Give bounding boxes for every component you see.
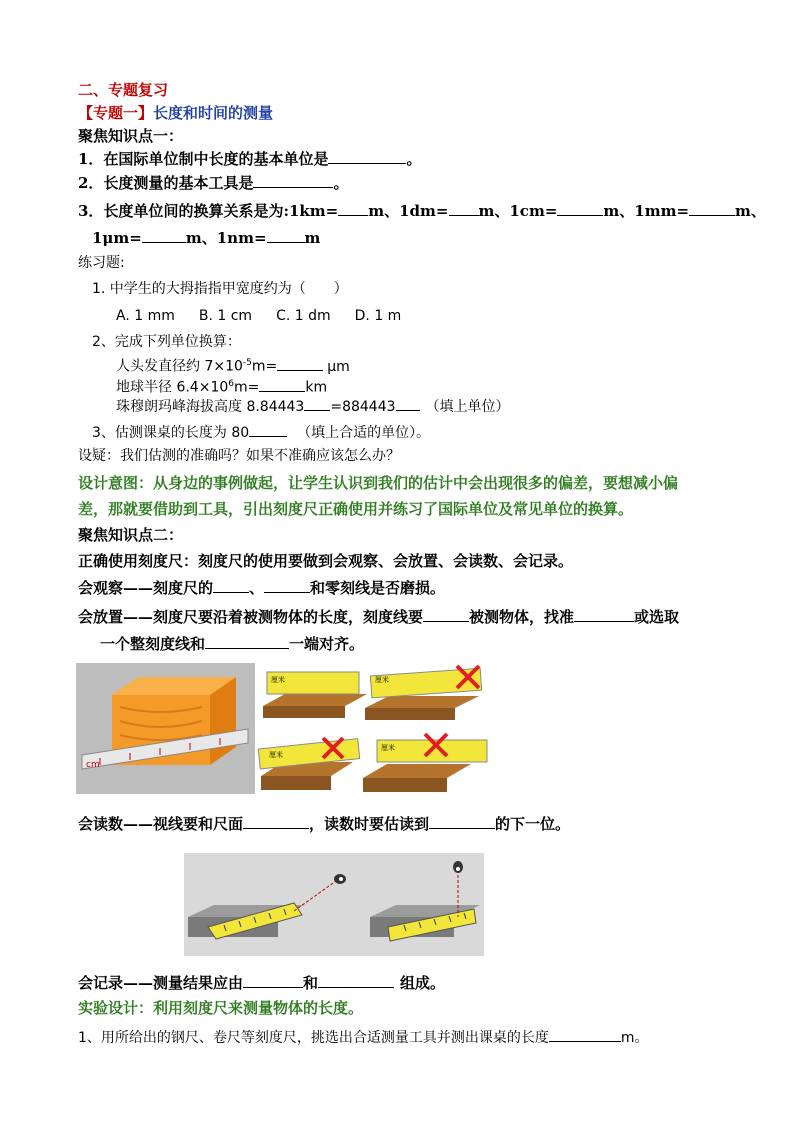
place2-p1: 一个整刻度线和 (100, 635, 206, 653)
exercise-1: 1. 中学生的大拇指指甲宽度约为（ ） (92, 281, 348, 297)
e2b-blank[interactable] (259, 376, 305, 392)
e2a-unit: μm (327, 358, 350, 375)
place1-blank1[interactable] (423, 606, 469, 622)
read-p2: ，读数时要估读到 (309, 815, 430, 833)
ruler-label-2: 厘米 (375, 676, 389, 684)
e2b-unit: km (305, 379, 328, 396)
exercise-heading: 练习题: (78, 255, 125, 271)
e2c-p3: （填上单位） (425, 399, 510, 415)
option-b[interactable]: B. 1 cm (198, 308, 253, 324)
q3-m4: m、 (735, 202, 766, 220)
e3-p2: （填上合适的单位）。 (297, 425, 431, 441)
placement-examples-figure (257, 658, 495, 796)
record-p2: 和 (303, 974, 319, 992)
q3b-m2: m (304, 229, 321, 247)
e2c-p1: 珠穆朗玛峰海拔高度 8.84443 (116, 399, 305, 415)
focus2-heading: 聚焦知识点二： (78, 526, 184, 544)
design-line-2: 差，那就要借助到工具，引出刻度尺正确使用并练习了国际单位及常见单位的换算。 (78, 500, 634, 518)
experiment-heading: 实验设计：利用刻度尺来测量物体的长度。 (78, 999, 364, 1017)
q3-blank2[interactable] (449, 200, 479, 216)
q3-blank4[interactable] (689, 200, 735, 216)
focus2-intro: 正确使用刻度尺：刻度尺的使用要做到会观察、会放置、会读数、会记录。 (78, 552, 574, 570)
section-title: 二、专题复习 (78, 81, 169, 99)
focus1-q3 (78, 200, 766, 221)
topic-title: 长度和时间的测量 (153, 104, 274, 122)
q3-blank3[interactable] (557, 200, 603, 216)
option-d[interactable]: D. 1 m (354, 308, 402, 324)
q2-blank[interactable] (253, 172, 333, 188)
observe-p3: 和零刻线是否磨损。 (310, 579, 446, 597)
exercise-1-options (116, 306, 401, 326)
record-p3: 组成。 (400, 974, 446, 992)
e2a-p1: 人头发直径约 7×10 (116, 358, 243, 375)
place1-p2: 被测物体，找准 (469, 608, 575, 626)
read-blank2[interactable] (429, 813, 495, 829)
read-p3: 的下一位。 (495, 815, 571, 833)
record-blank1[interactable] (243, 972, 303, 988)
four-ruler-placements-illustration (257, 658, 495, 796)
focus1-q2 (78, 172, 348, 193)
q3-p1: 3．长度单位间的换算关系是为:1km= (78, 202, 339, 220)
q3b-p1: 1μm= (92, 229, 142, 247)
ruler-label-1: 厘米 (271, 676, 285, 684)
question-line: 设疑：我们估测的准确吗？如果不准确应该怎么办？ (78, 448, 400, 464)
reading-eye-ruler-illustration (184, 853, 484, 956)
observe-p2: 、 (249, 579, 265, 597)
q3-m1: m、1dm= (368, 202, 449, 220)
q3-m2: m、1cm= (478, 202, 558, 220)
q2-end: 。 (333, 174, 349, 192)
place2-p2: 一端对齐。 (289, 635, 365, 653)
e2c-p2: =884443 (330, 399, 396, 415)
exercise-3 (92, 421, 430, 443)
option-a[interactable]: A. 1 mm (116, 308, 175, 324)
exp-s1-p2: m。 (620, 1030, 649, 1046)
exp-s1-blank[interactable] (549, 1026, 621, 1042)
focus1-q1 (78, 148, 421, 169)
record-blank2[interactable] (318, 972, 394, 988)
e2a-blank[interactable] (277, 355, 323, 371)
focus1-heading: 聚焦知识点一： (78, 127, 184, 145)
focus2-record (78, 972, 445, 993)
q1-text: 1．在国际单位制中长度的基本单位是 (78, 150, 329, 168)
e2c-blank2[interactable] (396, 395, 420, 411)
focus2-place2 (100, 633, 364, 654)
focus2-observe (78, 577, 445, 598)
observe-blank2[interactable] (264, 577, 310, 593)
e2a-p2: m= (251, 358, 278, 375)
e3-blank[interactable] (249, 421, 287, 437)
q3b-blank1[interactable] (142, 227, 186, 243)
place1-blank2[interactable] (574, 606, 634, 622)
e2b-p1: 地球半径 6.4×10 (116, 379, 229, 396)
q3-blank1[interactable] (338, 200, 368, 216)
ruler-cm-label: cm (86, 760, 100, 770)
exercise-2c (116, 395, 510, 417)
e2c-blank1[interactable] (304, 395, 330, 411)
place1-p1: 会放置——刻度尺要沿着被测物体的长度，刻度线要 (78, 608, 424, 626)
exercise-2: 2、完成下列单位换算： (92, 334, 241, 350)
read-p1: 会读数——视线要和尺面 (78, 815, 244, 833)
line-of-sight-figure (184, 853, 484, 956)
observe-p1: 会观察——刻度尺的 (78, 579, 214, 597)
e3-p1: 3、估测课桌的长度为 80 (92, 425, 250, 441)
e2a-sup: -5 (242, 358, 252, 368)
q1-end: 。 (406, 150, 422, 168)
ruler-label-3: 厘米 (269, 751, 283, 759)
design-line-1: 设计意图：从身边的事例做起，让学生认识到我们的估计中会出现很多的偏差，要想减小偏 (78, 474, 679, 492)
q3-m3: m、1mm= (603, 202, 690, 220)
place2-blank[interactable] (205, 633, 289, 649)
q3b-blank2[interactable] (267, 227, 305, 243)
topic-heading (78, 103, 273, 123)
q1-blank[interactable] (328, 148, 406, 164)
ruler-placement-figure (76, 663, 255, 794)
q2-text: 2．长度测量的基本工具是 (78, 174, 254, 192)
eye-icon (334, 874, 346, 884)
e2b-sup: 6 (228, 379, 234, 389)
topic-tag: 【专题一】 (78, 104, 154, 122)
eye-icon (453, 861, 463, 873)
exp-s1-p1: 1、用所给出的钢尺、卷尺等刻度尺，挑选出合适测量工具并测出课桌的长度 (78, 1030, 549, 1046)
place1-p3: 或选取 (634, 608, 680, 626)
wood-block-ruler-illustration (76, 663, 255, 794)
read-blank1[interactable] (243, 813, 309, 829)
observe-blank1[interactable] (213, 577, 249, 593)
focus2-place1 (78, 606, 679, 627)
experiment-step-1 (78, 1026, 649, 1048)
option-c[interactable]: C. 1 dm (276, 308, 331, 324)
ruler-label-4: 厘米 (381, 744, 395, 752)
e2b-p2: m= (234, 379, 260, 396)
focus2-read (78, 813, 570, 834)
focus1-q3b (92, 227, 320, 248)
record-p1: 会记录——测量结果应由 (78, 974, 244, 992)
q3b-m1: m、1nm= (185, 229, 267, 247)
